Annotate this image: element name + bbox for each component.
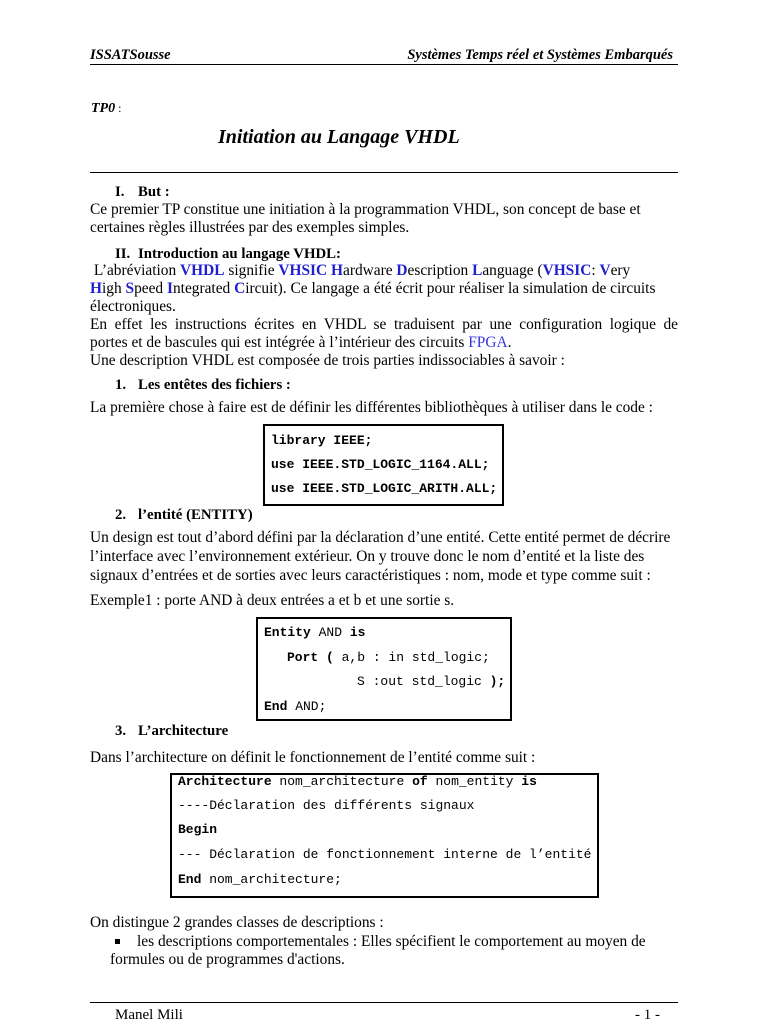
code-text: AND;	[287, 699, 327, 714]
code-comment: ----Déclaration des différents signaux	[178, 798, 475, 813]
text-segment: ircuit). Ce langage a été écrit pour réaliser la simulation de circuits	[245, 280, 656, 297]
paragraph-line: Dans l’architecture on définit le fonctionnement de l’entité comme suit :	[90, 749, 536, 766]
code-keyword: of	[412, 774, 428, 789]
bullet-line-continuation: formules ou de programmes d'actions.	[110, 951, 345, 968]
code-line: use IEEE.STD_LOGIC_ARITH.ALL;	[271, 481, 498, 496]
text-segment: portes et de bascules qui est intégrée à l’intérieur des circuits	[90, 334, 469, 351]
code-text: a,b : in std_logic;	[333, 650, 490, 665]
paragraph-line: En effet les instructions écrites en VHDL se traduisent par une configuration logique de	[90, 316, 678, 333]
acronym-letter: I	[166, 280, 173, 297]
paragraph-line: l’interface avec l’environnement extérieur. On y trouve donc le nom d’entité et la liste des	[90, 548, 645, 565]
text-segment: igh	[101, 280, 126, 297]
subsection-2-heading: l’entité (ENTITY)	[138, 507, 253, 523]
text-segment: :	[591, 262, 600, 279]
code-keyword: Entity	[264, 625, 311, 640]
text-segment: ery	[610, 262, 631, 279]
code-line	[357, 673, 505, 691]
example-line: Exemple1 : porte AND à deux entrées a et b et une sortie s.	[90, 592, 455, 609]
paragraph-line: signaux d’entrées et de sorties avec leurs caractéristiques : nom, mode et type comme suit :	[90, 567, 651, 584]
code-line	[264, 698, 326, 716]
subsection-3-number: 3.	[115, 723, 127, 739]
acronym-highlight: VHSIC	[542, 262, 592, 279]
header-institution: ISSATSousse	[90, 47, 171, 63]
code-keyword: );	[489, 674, 506, 689]
code-line: library IEEE;	[271, 433, 373, 448]
code-line	[178, 773, 537, 791]
section-1-number: I.	[115, 184, 125, 200]
header-course: Systèmes Temps réel et Systèmes Embarqués	[407, 47, 673, 63]
text-segment: anguage (	[482, 262, 543, 279]
fpga-highlight: FPGA	[468, 334, 508, 351]
acronym-letter: L	[472, 262, 483, 279]
code-keyword: End	[178, 872, 202, 887]
code-line	[287, 649, 490, 667]
code-line	[178, 871, 342, 889]
code-comment: --- Déclaration de fonctionnement interne de l’entité	[178, 847, 592, 862]
code-line	[264, 624, 365, 642]
paragraph-line: La première chose à faire est de définir les différentes bibliothèques à utiliser dans le code :	[90, 399, 653, 416]
code-text: nom_entity	[427, 774, 522, 789]
text-segment: escription	[407, 262, 473, 279]
section-2-heading: Introduction au langage VHDL:	[138, 246, 341, 262]
code-keyword: End	[264, 699, 288, 714]
subsection-3-heading: L’architecture	[138, 723, 229, 739]
acronym-letter: H	[90, 280, 102, 297]
code-text: nom_architecture;	[201, 872, 342, 887]
tp-number: TP0	[91, 101, 116, 116]
subsection-1-number: 1.	[115, 377, 127, 393]
text-segment: L’abréviation	[90, 262, 181, 279]
paragraph-line: Une description VHDL est composée de trois parties indissociables à savoir :	[90, 352, 565, 369]
text-segment: peed	[134, 280, 167, 297]
text-segment: signifie	[224, 262, 279, 279]
acronym-highlight: VHSIC	[278, 262, 328, 279]
code-keyword: is	[349, 625, 366, 640]
acronym-letter: H	[331, 262, 343, 279]
subsection-1-heading: Les entêtes des fichiers :	[138, 377, 291, 393]
section-2-number: II.	[115, 246, 131, 262]
paragraph-line	[90, 262, 630, 280]
text-segment: .	[507, 334, 512, 351]
footer-rule	[90, 1002, 678, 1003]
text-segment: ntegrated	[172, 280, 235, 297]
code-keyword: Architecture	[178, 774, 272, 789]
paragraph-line: Ce premier TP constitue une initiation à la programmation VHDL, son concept de base et	[90, 201, 641, 218]
paragraph-line: Un design est tout d’abord défini par la déclaration d’une entité. Cette entité permet de décrire	[90, 529, 671, 546]
tp-label	[91, 99, 121, 117]
paragraph-line	[90, 280, 655, 298]
paragraph-line: certaines règles illustrées par des exemples simples.	[90, 219, 410, 236]
paragraph-line: On distingue 2 grandes classes de descriptions :	[90, 914, 384, 931]
section-1-heading: But :	[138, 184, 170, 200]
paragraph-line: électroniques.	[90, 298, 176, 315]
code-line	[178, 797, 474, 815]
acronym-letter: D	[396, 262, 408, 279]
tp-colon: :	[118, 101, 122, 115]
header-rule	[90, 64, 678, 65]
code-text: AND	[310, 625, 350, 640]
acronym-letter: V	[599, 262, 611, 279]
bullet-icon	[115, 939, 120, 944]
acronym-letter: S	[125, 280, 135, 297]
code-keyword: Begin	[178, 822, 218, 837]
code-line	[178, 821, 217, 839]
bullet-line: les descriptions comportementales : Elles spécifient le comportement au moyen de	[137, 933, 646, 950]
text-segment: ardware	[342, 262, 397, 279]
code-text: S :out std_logic	[357, 674, 490, 689]
subsection-2-number: 2.	[115, 507, 127, 523]
paragraph-line	[90, 334, 511, 352]
footer-author: Manel Mili	[115, 1007, 183, 1023]
page-title: Initiation au Langage VHDL	[218, 126, 460, 148]
footer-page-number: - 1 -	[635, 1007, 660, 1023]
acronym-letter: C	[234, 280, 246, 297]
title-rule	[90, 172, 678, 173]
code-line	[178, 846, 591, 864]
code-line: use IEEE.STD_LOGIC_1164.ALL;	[271, 457, 490, 472]
acronym-highlight: VHDL	[180, 262, 225, 279]
code-text: nom_architecture	[271, 774, 413, 789]
code-keyword: is	[521, 774, 537, 789]
code-keyword: Port (	[287, 650, 334, 665]
